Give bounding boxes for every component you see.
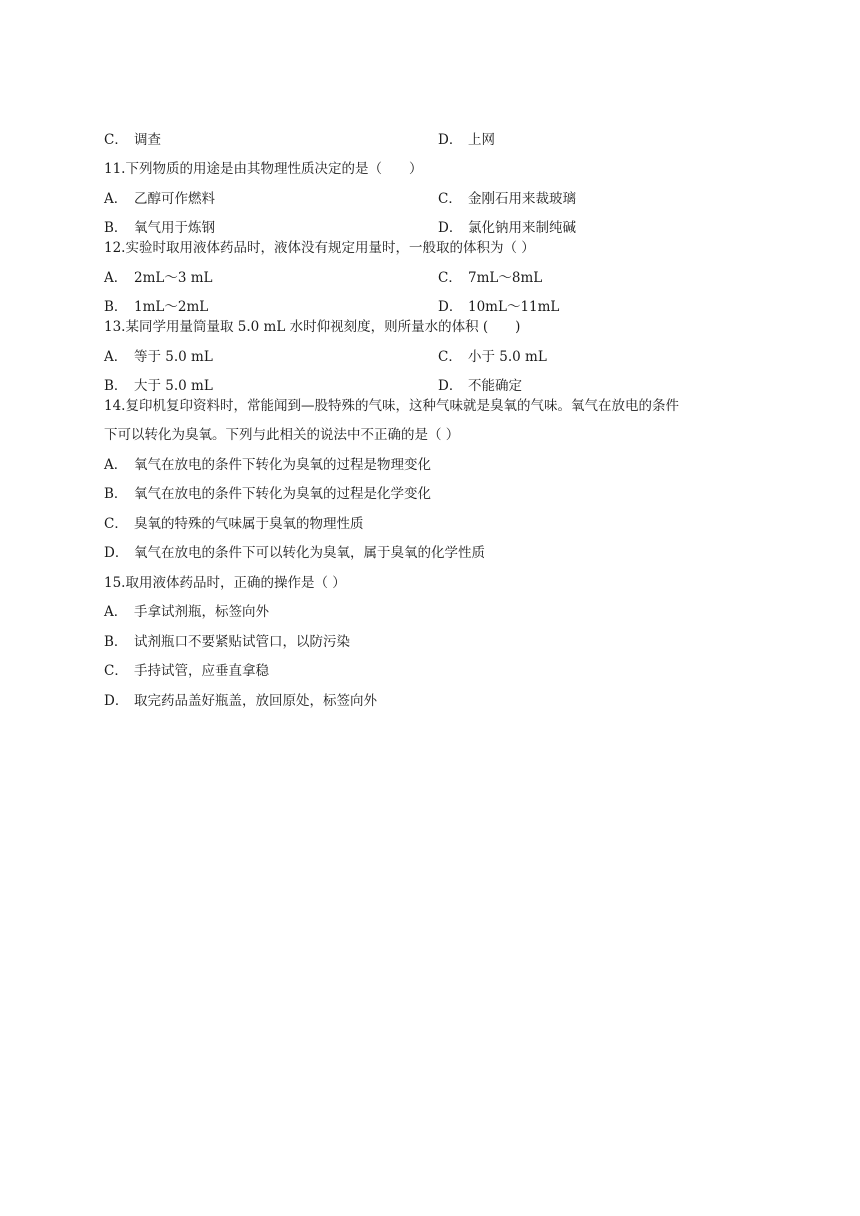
option-text: 1mL～2mL bbox=[134, 299, 209, 315]
option-text: 小于 5.0 mL bbox=[468, 349, 547, 365]
q11-stem: 11.下列物质的用途是由其物理性质决定的是（ ） bbox=[104, 161, 423, 177]
q11-option-c bbox=[438, 190, 576, 208]
option-text: 乙醇可作燃料 bbox=[134, 191, 215, 207]
q13-option-a bbox=[104, 348, 213, 366]
option-letter: C． bbox=[438, 270, 462, 286]
option-letter: D． bbox=[438, 220, 463, 236]
q12-option-b bbox=[104, 298, 208, 316]
option-letter: C． bbox=[104, 663, 128, 679]
option-letter: B． bbox=[104, 378, 128, 394]
option-text: 手持试管，应垂直拿稳 bbox=[134, 663, 269, 679]
option-text: 大于 5.0 mL bbox=[134, 378, 213, 394]
option-text: 氯化钠用来制纯碱 bbox=[468, 220, 576, 236]
q13-option-c bbox=[438, 348, 547, 366]
option-letter: B． bbox=[104, 634, 128, 650]
q12-option-a bbox=[104, 269, 213, 287]
option-text: 手拿试剂瓶，标签向外 bbox=[134, 604, 269, 620]
q14-option-c bbox=[104, 515, 364, 533]
option-text: 氧气在放电的条件下可以转化为臭氧，属于臭氧的化学性质 bbox=[134, 545, 485, 561]
option-text: 金刚石用来裁玻璃 bbox=[468, 191, 576, 207]
option-letter: B． bbox=[104, 486, 128, 502]
option-letter: D． bbox=[104, 545, 129, 561]
option-text: 氧气用于炼钢 bbox=[134, 220, 215, 236]
q14-option-d bbox=[104, 544, 485, 562]
option-text: 试剂瓶口不要紧贴试管口，以防污染 bbox=[134, 634, 350, 650]
option-letter: A． bbox=[104, 457, 128, 473]
option-text: 氧气在放电的条件下转化为臭氧的过程是化学变化 bbox=[134, 486, 431, 502]
option-letter: D． bbox=[438, 378, 463, 394]
q12-option-d bbox=[438, 298, 559, 316]
option-text: 不能确定 bbox=[468, 378, 522, 394]
option-letter: B． bbox=[104, 220, 128, 236]
option-text: 7mL～8mL bbox=[468, 270, 543, 286]
q13-option-b bbox=[104, 377, 213, 395]
option-text: 等于 5.0 mL bbox=[134, 349, 213, 365]
option-letter: D． bbox=[438, 299, 463, 315]
q15-option-c bbox=[104, 662, 269, 680]
q10-option-c bbox=[104, 131, 161, 149]
option-text: 10mL～11mL bbox=[468, 299, 560, 315]
q13-option-d bbox=[438, 377, 522, 395]
q11-option-b bbox=[104, 219, 215, 237]
option-letter: A． bbox=[104, 191, 128, 207]
option-text: 氧气在放电的条件下转化为臭氧的过程是物理变化 bbox=[134, 457, 431, 473]
option-text: 调查 bbox=[134, 132, 161, 148]
q15-stem: 15.取用液体药品时，正确的操作是（ ） bbox=[104, 575, 346, 591]
option-letter: A． bbox=[104, 349, 128, 365]
option-letter: C． bbox=[104, 516, 128, 532]
q12-stem: 12.实验时取用液体药品时，液体没有规定用量时，一般取的体积为（ ） bbox=[104, 240, 535, 256]
q14-option-a bbox=[104, 456, 431, 474]
q13-stem: 13.某同学用量筒量取 5.0 mL 水时仰视刻度，则所量水的体积 ( ) bbox=[104, 319, 521, 335]
q14-stem-line-2: 下可以转化为臭氧。下列与此相关的说法中不正确的是（ ） bbox=[104, 427, 460, 443]
q11-option-a bbox=[104, 190, 215, 208]
option-letter: C． bbox=[438, 349, 462, 365]
q15-option-b bbox=[104, 633, 350, 651]
option-letter: B． bbox=[104, 299, 128, 315]
option-text: 上网 bbox=[468, 132, 495, 148]
option-letter: D． bbox=[104, 693, 129, 709]
option-letter: C． bbox=[104, 132, 128, 148]
option-text: 取完药品盖好瓶盖，放回原处，标签向外 bbox=[134, 693, 377, 709]
q10-option-d bbox=[438, 131, 495, 149]
q15-option-d bbox=[104, 692, 377, 710]
option-text: 臭氧的特殊的气味属于臭氧的物理性质 bbox=[134, 516, 364, 532]
q14-option-b bbox=[104, 485, 431, 503]
option-letter: D． bbox=[438, 132, 463, 148]
option-letter: C． bbox=[438, 191, 462, 207]
q12-option-c bbox=[438, 269, 542, 287]
option-text: 2mL～3 mL bbox=[134, 270, 213, 286]
q15-option-a bbox=[104, 603, 269, 621]
q11-option-d bbox=[438, 219, 576, 237]
q14-stem-line-1: 14.复印机复印资料时，常能闻到—股特殊的气味，这种气味就是臭氧的气味。氧气在放电的条件 bbox=[104, 398, 679, 414]
option-letter: A． bbox=[104, 270, 128, 286]
option-letter: A． bbox=[104, 604, 128, 620]
